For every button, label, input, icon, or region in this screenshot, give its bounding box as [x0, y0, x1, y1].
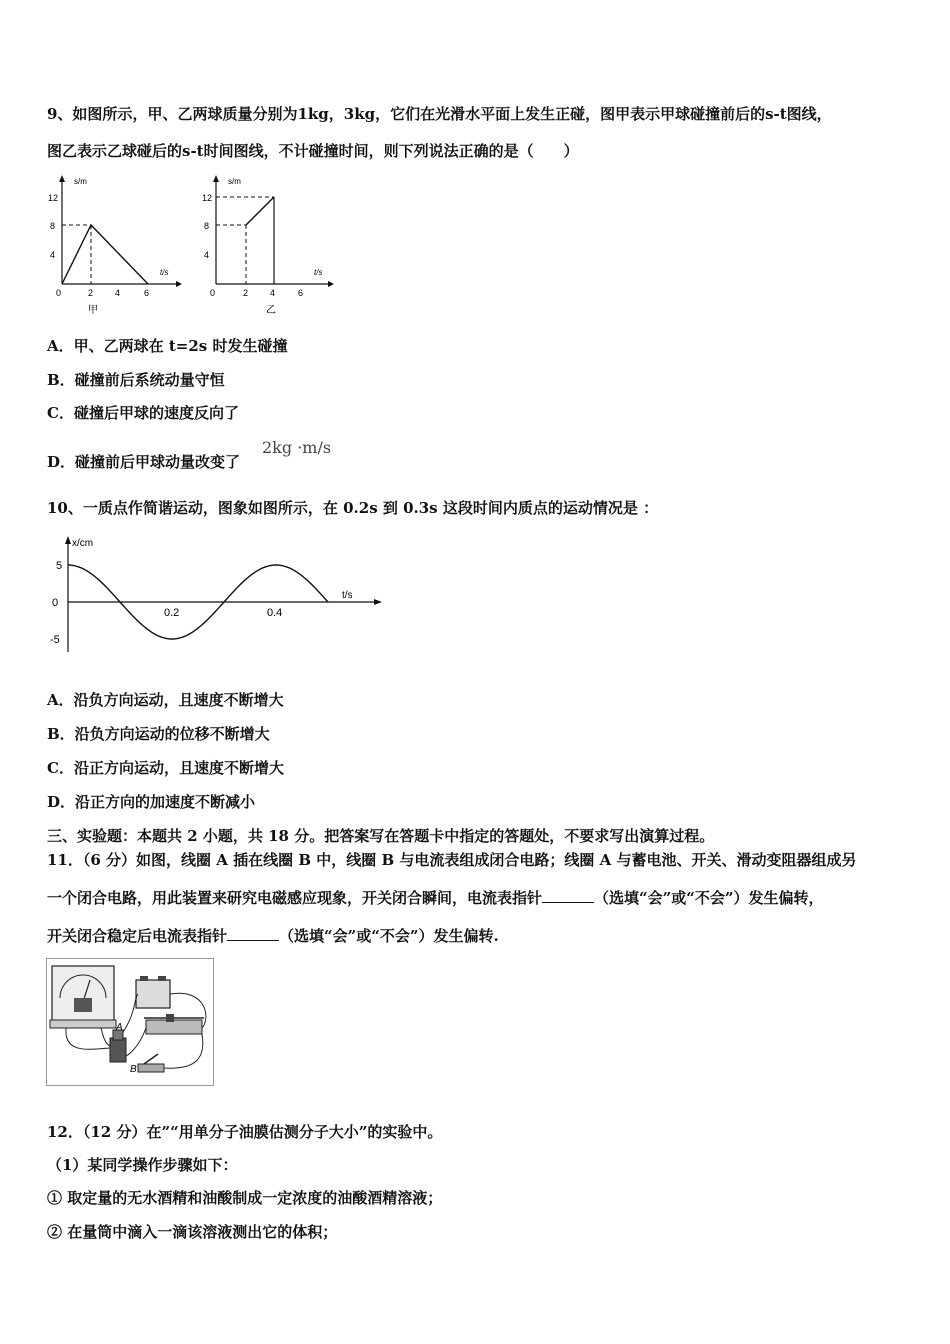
section-3-heading: 三、实验题：本题共 2 小题，共 18 分。把答案写在答题卡中指定的答题处，不要求写出演算过程。 — [47, 827, 715, 845]
graph-yi-xtick-2: 2 — [243, 288, 249, 298]
q11-line3-text-a: 开关闭合稳定后电流表指针 — [47, 927, 228, 945]
coil-b-label: B — [130, 1064, 137, 1075]
q9-option-a: A．甲、乙两球在 t=2s 时发生碰撞 — [47, 337, 288, 355]
q10-option-c: C．沿正方向运动，且速度不断增大 — [47, 759, 284, 777]
graph-jia-xlabel: t/s — [160, 268, 169, 277]
q12-stem: 12．（12 分）在”“用单分子油膜估测分子大小”的实验中。 — [47, 1123, 443, 1141]
graph-yi — [196, 172, 336, 320]
graph-jia-xtick-4: 4 — [115, 288, 121, 298]
q12-step2: ② 在量筒中滴入一滴该溶液测出它的体积； — [47, 1223, 338, 1241]
graph-yi-line — [246, 197, 274, 225]
q10-option-d: D．沿正方向的加速度不断减小 — [47, 793, 256, 811]
graph-shm-ytick-0: 0 — [52, 597, 59, 609]
q10-stem: 10、一质点作简谐运动，图象如图所示，在 0.2s 到 0.3s 这段时间内质点的运动情况是 ： — [47, 499, 659, 517]
coil-a-label: A — [116, 1022, 123, 1033]
q12-sub1: （1）某同学操作步骤如下： — [47, 1156, 238, 1174]
graph-shm-ylabel: x/cm — [72, 538, 94, 549]
q11-line3 — [47, 926, 499, 946]
graph-jia-xtick-0: 0 — [56, 288, 62, 298]
q10-option-a: A．沿负方向运动，且速度不断增大 — [47, 691, 284, 709]
q9-option-b: B．碰撞前后系统动量守恒 — [47, 371, 225, 389]
q9-option-d: D．碰撞前后甲球动量改变了 — [47, 453, 241, 471]
graph-shm-ytick-5: 5 — [56, 560, 63, 572]
q11-apparatus-figure — [46, 958, 214, 1086]
graph-jia-ytick-4: 4 — [50, 250, 56, 260]
q11-blank-1[interactable] — [542, 888, 594, 903]
graph-jia — [44, 172, 184, 320]
graph-yi-ylabel: s/m — [228, 177, 241, 186]
graph-shm-xtick-04: 0.4 — [267, 607, 283, 619]
q11-line2-text-b: （选填“会”或“不会”）发生偏转， — [594, 889, 824, 907]
q9-stem-line1: 9、如图所示，甲、乙两球质量分别为1kg，3kg，它们在光滑水平面上发生正碰，图甲表示甲球碰撞前后的s-t图线， — [47, 105, 832, 123]
graph-yi-ytick-4: 4 — [204, 250, 210, 260]
q9-option-d-value: 2kg ·m/s — [262, 438, 332, 457]
graph-jia-line — [62, 225, 148, 284]
graph-yi-xtick-0: 0 — [210, 288, 216, 298]
graph-jia-ylabel: s/m — [74, 177, 87, 186]
rheostat — [146, 1020, 202, 1034]
graph-yi-xtick-6: 6 — [298, 288, 304, 298]
graph-jia-ytick-12: 12 — [48, 193, 59, 203]
q11-blank-2[interactable] — [227, 926, 279, 941]
graph-jia-xtick-6: 6 — [144, 288, 150, 298]
q11-line1: 11．（6 分）如图，线圈 A 插在线圈 B 中，线圈 B 与电流表组成闭合电路；线圈 A 与蓄电池、开关、滑动变阻器组成另 — [47, 851, 857, 869]
q11-line2 — [47, 888, 824, 908]
graph-shm-xlabel: t/s — [342, 590, 353, 601]
q9-option-c: C．碰撞后甲球的速度反向了 — [47, 404, 239, 422]
graph-yi-ytick-12: 12 — [202, 193, 213, 203]
graph-yi-caption: 乙 — [266, 305, 276, 316]
graph-yi-xtick-4: 4 — [270, 288, 276, 298]
graph-jia-xtick-2: 2 — [88, 288, 94, 298]
graph-yi-xlabel: t/s — [314, 268, 323, 277]
q10-option-b: B．沿负方向运动的位移不断增大 — [47, 725, 270, 743]
q12-step1: ① 取定量的无水酒精和油酸制成一定浓度的油酸酒精溶液； — [47, 1189, 443, 1207]
q9-stem-line2: 图乙表示乙球碰后的s-t时间图线，不计碰撞时间，则下列说法正确的是（ ） — [47, 142, 579, 160]
coil-b — [110, 1038, 126, 1062]
q11-line2-text-a: 一个闭合电路，用此装置来研究电磁感应现象，开关闭合瞬间，电流表指针 — [47, 889, 543, 907]
switch — [138, 1064, 164, 1072]
q11-line3-text-b: （选填“会”或“不会”）发生偏转. — [279, 927, 499, 945]
graph-jia-ytick-8: 8 — [50, 221, 56, 231]
graph-shm — [44, 532, 389, 660]
graph-shm-xtick-02: 0.2 — [164, 607, 180, 619]
battery — [136, 980, 170, 1008]
graph-yi-ytick-8: 8 — [204, 221, 210, 231]
graph-jia-caption: 甲 — [88, 305, 98, 316]
graph-shm-ytick-neg5: -5 — [50, 634, 60, 646]
